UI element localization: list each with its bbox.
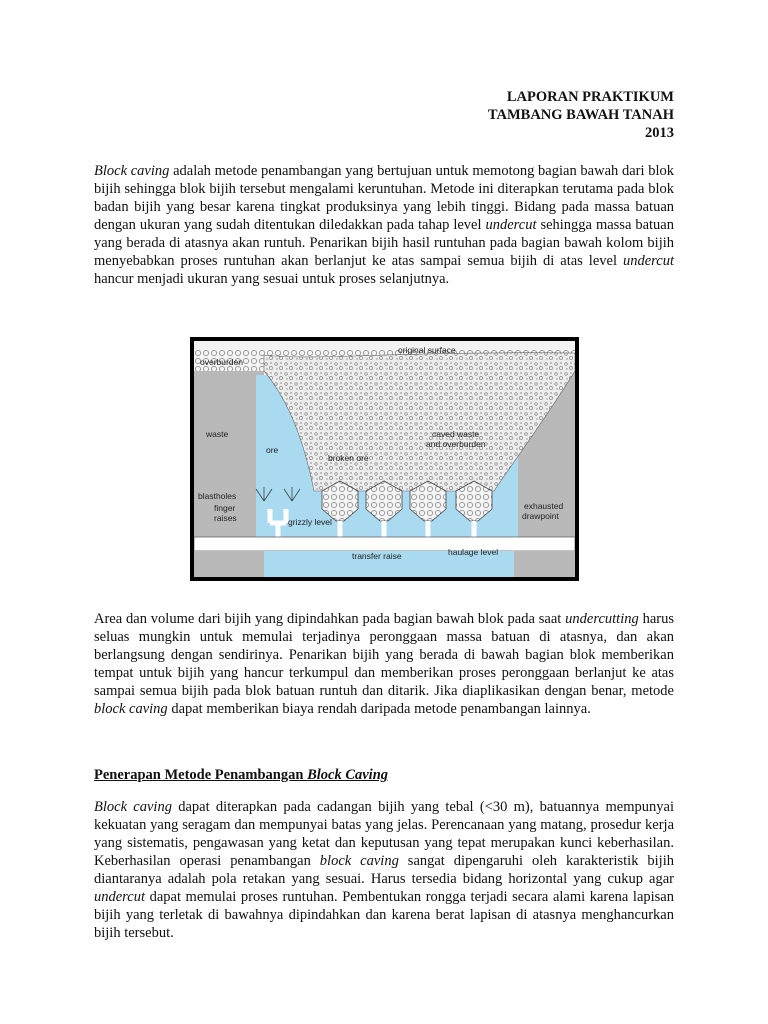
- block-caving-diagram: [190, 337, 579, 581]
- label-caved-waste-1: caved waste: [432, 429, 480, 439]
- heading-text: Penerapan Metode Penambangan: [94, 767, 308, 783]
- label-exhausted-1: exhausted: [524, 501, 564, 511]
- em-text: undercut: [485, 217, 537, 233]
- label-broken-ore: broken ore: [328, 453, 369, 463]
- body-text: Area dan volume dari bijih yang dipindahkan pada bagian bawah blok pada saat: [94, 611, 566, 627]
- em-text: undercut: [622, 253, 674, 269]
- label-original-surface: original surface: [398, 345, 456, 355]
- label-caved-waste-2: and overburden: [426, 439, 486, 449]
- label-grizzly-level: grizzly level: [288, 517, 332, 527]
- label-finger-2: raises: [214, 513, 237, 523]
- body-text: dapat memberikan biaya rendah daripada metode penambangan lainnya.: [167, 701, 591, 717]
- body-text: adalah metode penambangan yang bertujuan untuk memotong bagian bawah dari blok bijih sehingga blok bijih tersebut mengalami keruntuhan. Metode ini diterapkan terutama pada blok badan bijih yang besar karena tingkat produksinya yang lebih tinggi. Bidang pada massa batuan dengan ukuran yang sudah ditentukan diledakkan pada tahap level: [94, 163, 674, 233]
- body-text: sangat dipengaruhi oleh karakteristik bijih diantaranya adalah pola retakan yang sesuai. Harus tersedia bidang horizontal yang cukup agar: [94, 853, 674, 887]
- em-text: Block caving: [94, 163, 170, 179]
- body-text: dapat memulai proses runtuhan. Pembentukan rongga terjadi secara alami karena lapisan bijih yang terletak di bawahnya dipindahkan dan karena berat lapisan di atasnya menghancurkan bijih tersebut.: [94, 889, 674, 941]
- label-ore: ore: [266, 445, 279, 455]
- header-year: 2013: [645, 125, 674, 141]
- diagram-svg: [194, 341, 575, 577]
- em-text: undercutting: [565, 611, 639, 627]
- label-transfer-raise: transfer raise: [352, 551, 402, 561]
- paragraph-application: [94, 798, 674, 942]
- lower-waste-left: [194, 551, 264, 577]
- em-text: block caving: [94, 701, 168, 717]
- label-waste: waste: [206, 429, 229, 439]
- header-subtitle: TAMBANG BAWAH TANAH: [487, 107, 674, 123]
- label-haulage-level: haulage level: [448, 547, 499, 557]
- body-text: sehingga massa batuan yang berada di atasnya akan runtuh. Penarikan bijih hasil runtuhan pada bagian bawah kolom bijih menyebabkan proses runtuhan akan berlanjut ke atas sampai semua bijih di atas level: [94, 217, 674, 269]
- lower-waste-right: [514, 551, 575, 577]
- haulage-level: [194, 537, 575, 551]
- label-blastholes: blastholes: [198, 491, 237, 501]
- paragraph-intro: [94, 162, 674, 288]
- report-header: [488, 88, 674, 142]
- body-text: dapat diterapkan pada cadangan bijih yang tebal (<30 m), batuannya mempunyai kekuatan yang seragam dan mempunyai batas yang jelas. Perencanaan yang matang, prosedur kerja yang sistematis, pengawasan yang ketat dan keputusan yang tepat merupakan kunci keberhasilan. Keberhasilan operasi penambangan: [94, 799, 674, 869]
- label-overburden: overburden: [200, 357, 244, 367]
- body-text: hancur menjadi ukuran yang sesuai untuk proses selanjutnya.: [94, 271, 450, 287]
- em-text: undercut: [94, 889, 146, 905]
- header-title: LAPORAN PRAKTIKUM: [506, 89, 674, 105]
- label-finger-1: finger: [214, 503, 236, 513]
- section-heading: [94, 766, 674, 784]
- heading-em: Block Caving: [307, 767, 389, 783]
- label-exhausted-2: drawpoint: [522, 511, 559, 521]
- em-text: block caving: [319, 853, 399, 869]
- em-text: Block caving: [94, 799, 172, 815]
- body-text: harus seluas mungkin untuk memulai terjadinya peronggaan massa batuan di atasnya, dan akan berlangsung dengan sendirinya. Penarikan bijih yang berada di bawah bagian blok memberikan tempat untuk bijih yang hancur terkumpul dan memberikan proses peronggaan berlanjut ke atas sampai semua bijih pada blok batuan runtuh dan ditarik. Jika diaplikasikan dengan benar, metode: [94, 611, 674, 699]
- paragraph-undercutting: [94, 610, 674, 718]
